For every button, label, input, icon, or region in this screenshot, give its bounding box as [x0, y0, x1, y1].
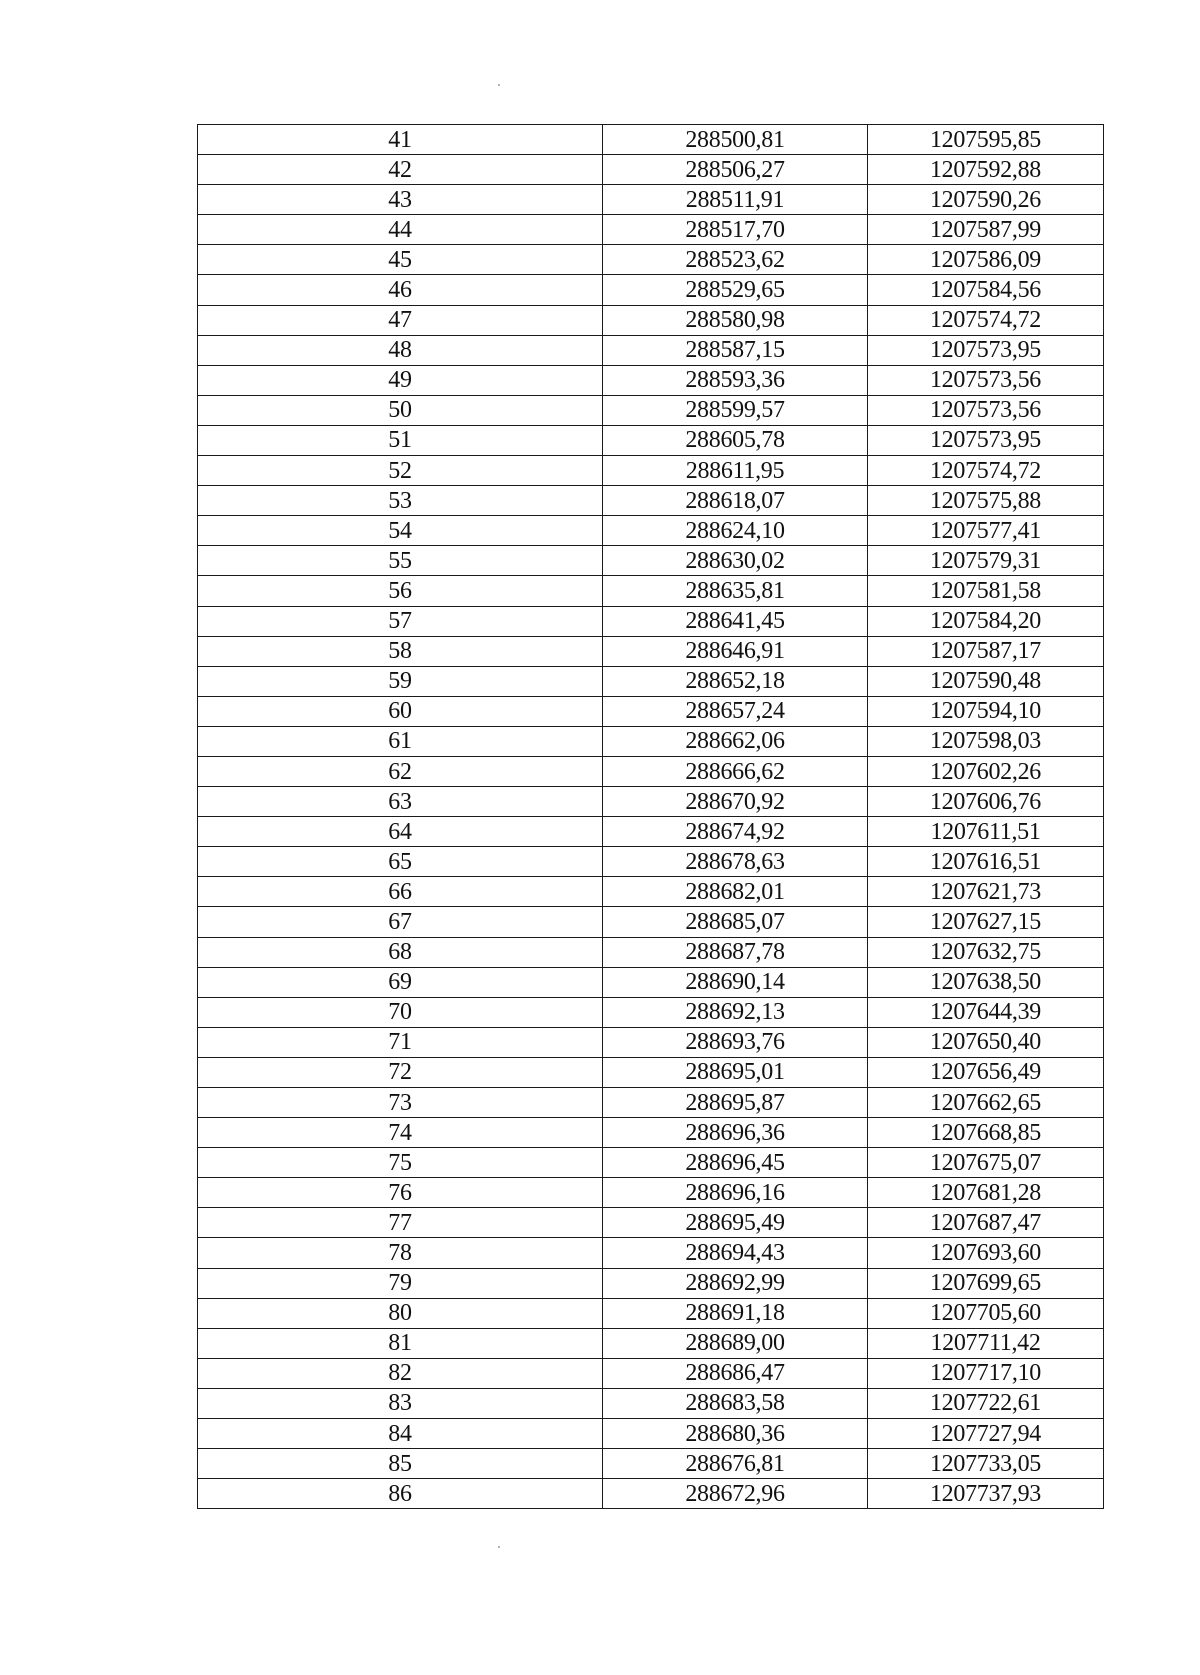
table-row: [198, 636, 1104, 666]
point-number-cell: 61: [198, 726, 603, 756]
x-coordinate-cell: 288685,07: [603, 907, 868, 937]
x-coordinate-cell: 288657,24: [603, 696, 868, 726]
table-row: [198, 1088, 1104, 1118]
x-coordinate-cell: 288672,96: [603, 1479, 868, 1509]
x-coordinate-cell: 288687,78: [603, 937, 868, 967]
y-coordinate-cell: 1207687,47: [868, 1208, 1104, 1238]
y-coordinate-cell: 1207606,76: [868, 787, 1104, 817]
point-number-cell: 67: [198, 907, 603, 937]
y-coordinate-cell: 1207575,88: [868, 486, 1104, 516]
point-number-cell: 83: [198, 1388, 603, 1418]
table-row: [198, 1358, 1104, 1388]
table-row: [198, 937, 1104, 967]
y-coordinate-cell: 1207681,28: [868, 1178, 1104, 1208]
table-row: [198, 1388, 1104, 1418]
y-coordinate-cell: 1207573,95: [868, 425, 1104, 455]
table-row: [198, 997, 1104, 1027]
point-number-cell: 44: [198, 215, 603, 245]
table-row: [198, 1238, 1104, 1268]
point-number-cell: 47: [198, 305, 603, 335]
x-coordinate-cell: 288611,95: [603, 456, 868, 486]
y-coordinate-cell: 1207581,58: [868, 576, 1104, 606]
y-coordinate-cell: 1207590,48: [868, 666, 1104, 696]
coordinates-table-body: [198, 125, 1104, 1509]
table-row: [198, 1057, 1104, 1087]
table-row: [198, 185, 1104, 215]
x-coordinate-cell: 288692,13: [603, 997, 868, 1027]
y-coordinate-cell: 1207574,72: [868, 456, 1104, 486]
y-coordinate-cell: 1207573,56: [868, 365, 1104, 395]
y-coordinate-cell: 1207675,07: [868, 1148, 1104, 1178]
table-row: [198, 877, 1104, 907]
y-coordinate-cell: 1207699,65: [868, 1268, 1104, 1298]
table-row: [198, 546, 1104, 576]
x-coordinate-cell: 288635,81: [603, 576, 868, 606]
x-coordinate-cell: 288691,18: [603, 1298, 868, 1328]
table-row: [198, 696, 1104, 726]
x-coordinate-cell: 288678,63: [603, 847, 868, 877]
point-number-cell: 51: [198, 425, 603, 455]
table-row: [198, 756, 1104, 786]
x-coordinate-cell: 288605,78: [603, 425, 868, 455]
x-coordinate-cell: 288690,14: [603, 967, 868, 997]
point-number-cell: 55: [198, 546, 603, 576]
scan-speck: [498, 1546, 500, 1548]
table-row: [198, 275, 1104, 305]
point-number-cell: 41: [198, 125, 603, 155]
y-coordinate-cell: 1207579,31: [868, 546, 1104, 576]
point-number-cell: 59: [198, 666, 603, 696]
y-coordinate-cell: 1207584,56: [868, 275, 1104, 305]
y-coordinate-cell: 1207711,42: [868, 1328, 1104, 1358]
point-number-cell: 80: [198, 1298, 603, 1328]
point-number-cell: 69: [198, 967, 603, 997]
point-number-cell: 52: [198, 456, 603, 486]
point-number-cell: 60: [198, 696, 603, 726]
x-coordinate-cell: 288676,81: [603, 1449, 868, 1479]
point-number-cell: 74: [198, 1118, 603, 1148]
y-coordinate-cell: 1207627,15: [868, 907, 1104, 937]
y-coordinate-cell: 1207693,60: [868, 1238, 1104, 1268]
point-number-cell: 81: [198, 1328, 603, 1358]
table-row: [198, 365, 1104, 395]
y-coordinate-cell: 1207638,50: [868, 967, 1104, 997]
y-coordinate-cell: 1207573,95: [868, 335, 1104, 365]
x-coordinate-cell: 288580,98: [603, 305, 868, 335]
point-number-cell: 72: [198, 1057, 603, 1087]
table-row: [198, 1449, 1104, 1479]
x-coordinate-cell: 288695,87: [603, 1088, 868, 1118]
table-row: [198, 1419, 1104, 1449]
y-coordinate-cell: 1207587,99: [868, 215, 1104, 245]
y-coordinate-cell: 1207644,39: [868, 997, 1104, 1027]
y-coordinate-cell: 1207717,10: [868, 1358, 1104, 1388]
x-coordinate-cell: 288646,91: [603, 636, 868, 666]
point-number-cell: 62: [198, 756, 603, 786]
x-coordinate-cell: 288529,65: [603, 275, 868, 305]
x-coordinate-cell: 288523,62: [603, 245, 868, 275]
x-coordinate-cell: 288686,47: [603, 1358, 868, 1388]
x-coordinate-cell: 288511,91: [603, 185, 868, 215]
point-number-cell: 64: [198, 817, 603, 847]
x-coordinate-cell: 288680,36: [603, 1419, 868, 1449]
y-coordinate-cell: 1207598,03: [868, 726, 1104, 756]
y-coordinate-cell: 1207727,94: [868, 1419, 1104, 1449]
y-coordinate-cell: 1207705,60: [868, 1298, 1104, 1328]
x-coordinate-cell: 288618,07: [603, 486, 868, 516]
table-row: [198, 1148, 1104, 1178]
table-row: [198, 1298, 1104, 1328]
table-row: [198, 907, 1104, 937]
point-number-cell: 63: [198, 787, 603, 817]
x-coordinate-cell: 288624,10: [603, 516, 868, 546]
table-row: [198, 305, 1104, 335]
x-coordinate-cell: 288682,01: [603, 877, 868, 907]
x-coordinate-cell: 288652,18: [603, 666, 868, 696]
point-number-cell: 82: [198, 1358, 603, 1388]
x-coordinate-cell: 288666,62: [603, 756, 868, 786]
y-coordinate-cell: 1207592,88: [868, 155, 1104, 185]
x-coordinate-cell: 288695,01: [603, 1057, 868, 1087]
table-row: [198, 245, 1104, 275]
y-coordinate-cell: 1207590,26: [868, 185, 1104, 215]
x-coordinate-cell: 288694,43: [603, 1238, 868, 1268]
x-coordinate-cell: 288689,00: [603, 1328, 868, 1358]
point-number-cell: 48: [198, 335, 603, 365]
table-row: [198, 1118, 1104, 1148]
x-coordinate-cell: 288641,45: [603, 606, 868, 636]
x-coordinate-cell: 288593,36: [603, 365, 868, 395]
x-coordinate-cell: 288674,92: [603, 817, 868, 847]
x-coordinate-cell: 288500,81: [603, 125, 868, 155]
x-coordinate-cell: 288696,16: [603, 1178, 868, 1208]
point-number-cell: 54: [198, 516, 603, 546]
table-row: [198, 606, 1104, 636]
x-coordinate-cell: 288517,70: [603, 215, 868, 245]
point-number-cell: 78: [198, 1238, 603, 1268]
y-coordinate-cell: 1207632,75: [868, 937, 1104, 967]
x-coordinate-cell: 288696,45: [603, 1148, 868, 1178]
y-coordinate-cell: 1207722,61: [868, 1388, 1104, 1418]
y-coordinate-cell: 1207611,51: [868, 817, 1104, 847]
point-number-cell: 71: [198, 1027, 603, 1057]
y-coordinate-cell: 1207602,26: [868, 756, 1104, 786]
table-row: [198, 155, 1104, 185]
point-number-cell: 84: [198, 1419, 603, 1449]
point-number-cell: 65: [198, 847, 603, 877]
table-row: [198, 576, 1104, 606]
point-number-cell: 68: [198, 937, 603, 967]
point-number-cell: 79: [198, 1268, 603, 1298]
x-coordinate-cell: 288695,49: [603, 1208, 868, 1238]
x-coordinate-cell: 288506,27: [603, 155, 868, 185]
y-coordinate-cell: 1207573,56: [868, 395, 1104, 425]
table-row: [198, 1479, 1104, 1509]
table-row: [198, 425, 1104, 455]
point-number-cell: 53: [198, 486, 603, 516]
y-coordinate-cell: 1207577,41: [868, 516, 1104, 546]
table-row: [198, 215, 1104, 245]
point-number-cell: 43: [198, 185, 603, 215]
point-number-cell: 77: [198, 1208, 603, 1238]
x-coordinate-cell: 288599,57: [603, 395, 868, 425]
x-coordinate-cell: 288692,99: [603, 1268, 868, 1298]
table-row: [198, 1178, 1104, 1208]
point-number-cell: 75: [198, 1148, 603, 1178]
x-coordinate-cell: 288693,76: [603, 1027, 868, 1057]
point-number-cell: 57: [198, 606, 603, 636]
x-coordinate-cell: 288683,58: [603, 1388, 868, 1418]
table-row: [198, 1208, 1104, 1238]
point-number-cell: 76: [198, 1178, 603, 1208]
x-coordinate-cell: 288696,36: [603, 1118, 868, 1148]
x-coordinate-cell: 288630,02: [603, 546, 868, 576]
table-row: [198, 395, 1104, 425]
point-number-cell: 49: [198, 365, 603, 395]
point-number-cell: 56: [198, 576, 603, 606]
table-row: [198, 787, 1104, 817]
y-coordinate-cell: 1207650,40: [868, 1027, 1104, 1057]
y-coordinate-cell: 1207586,09: [868, 245, 1104, 275]
table-row: [198, 726, 1104, 756]
y-coordinate-cell: 1207668,85: [868, 1118, 1104, 1148]
table-row: [198, 125, 1104, 155]
point-number-cell: 50: [198, 395, 603, 425]
table-row: [198, 817, 1104, 847]
y-coordinate-cell: 1207616,51: [868, 847, 1104, 877]
table-row: [198, 1268, 1104, 1298]
table-row: [198, 516, 1104, 546]
point-number-cell: 86: [198, 1479, 603, 1509]
x-coordinate-cell: 288670,92: [603, 787, 868, 817]
y-coordinate-cell: 1207587,17: [868, 636, 1104, 666]
point-number-cell: 66: [198, 877, 603, 907]
x-coordinate-cell: 288587,15: [603, 335, 868, 365]
y-coordinate-cell: 1207594,10: [868, 696, 1104, 726]
point-number-cell: 42: [198, 155, 603, 185]
y-coordinate-cell: 1207584,20: [868, 606, 1104, 636]
y-coordinate-cell: 1207733,05: [868, 1449, 1104, 1479]
table-row: [198, 967, 1104, 997]
point-number-cell: 58: [198, 636, 603, 666]
table-row: [198, 486, 1104, 516]
table-row: [198, 847, 1104, 877]
table-row: [198, 1328, 1104, 1358]
y-coordinate-cell: 1207662,65: [868, 1088, 1104, 1118]
scan-speck: [498, 84, 500, 86]
y-coordinate-cell: 1207621,73: [868, 877, 1104, 907]
y-coordinate-cell: 1207595,85: [868, 125, 1104, 155]
x-coordinate-cell: 288662,06: [603, 726, 868, 756]
point-number-cell: 70: [198, 997, 603, 1027]
y-coordinate-cell: 1207656,49: [868, 1057, 1104, 1087]
y-coordinate-cell: 1207737,93: [868, 1479, 1104, 1509]
point-number-cell: 73: [198, 1088, 603, 1118]
y-coordinate-cell: 1207574,72: [868, 305, 1104, 335]
table-row: [198, 666, 1104, 696]
table-row: [198, 1027, 1104, 1057]
point-number-cell: 85: [198, 1449, 603, 1479]
coordinates-table: [197, 124, 1104, 1509]
table-row: [198, 456, 1104, 486]
point-number-cell: 46: [198, 275, 603, 305]
table-row: [198, 335, 1104, 365]
point-number-cell: 45: [198, 245, 603, 275]
